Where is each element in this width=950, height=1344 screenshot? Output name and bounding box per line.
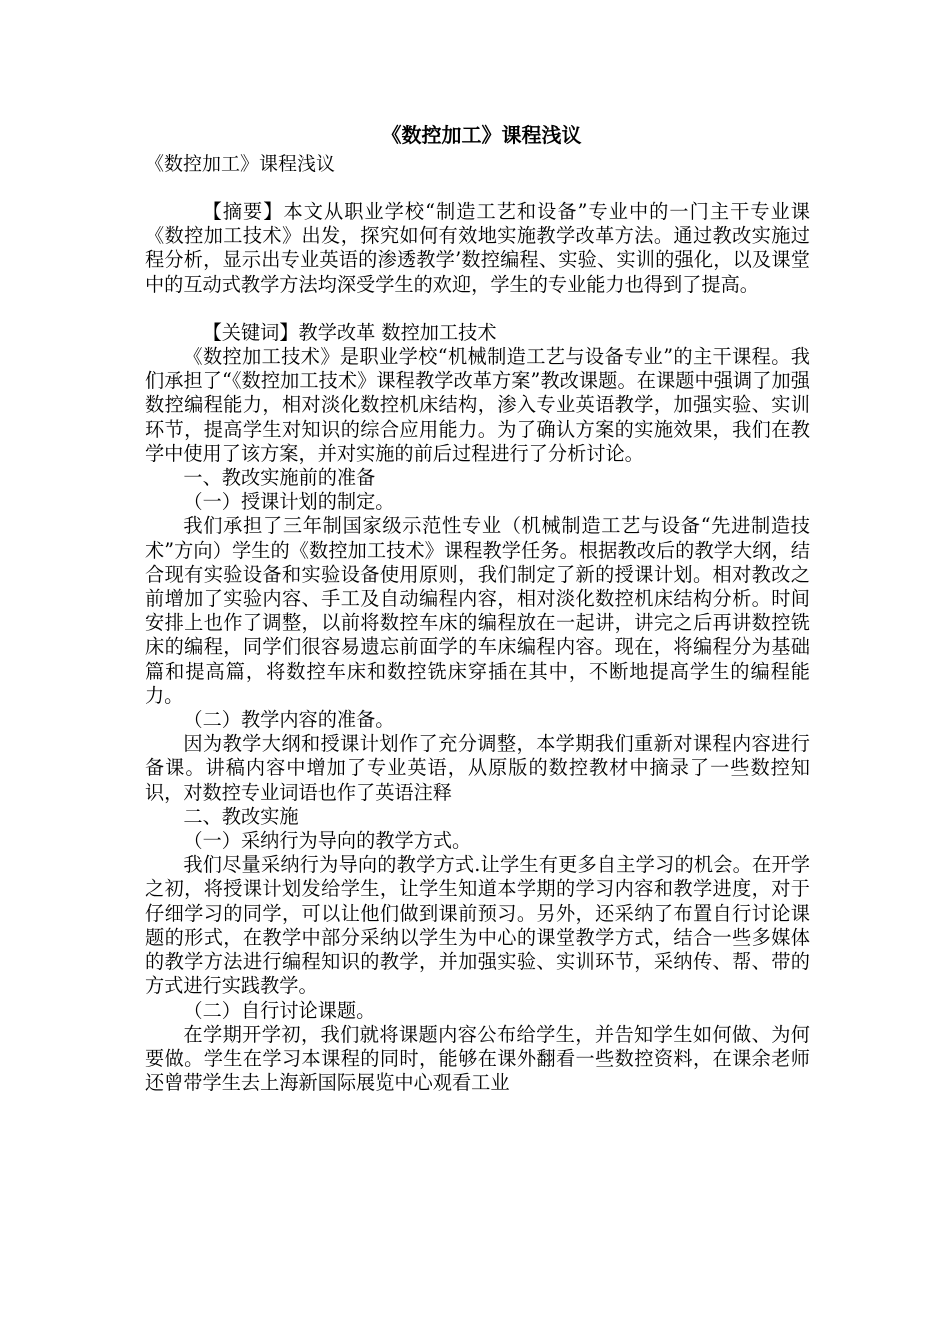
subsection-heading: （一）授课计划的制定。 bbox=[183, 490, 395, 514]
abstract-paragraph: 【摘要】本文从职业学校“制造工艺和设备”专业中的一门主干专业课《数控加工技术》出发，探究如何有效地实施教学改革方法。通过教改实施过程分析，显示出专业英语的渗透教学’数控编程、实验、实训的强化，以及课堂中的互动式教学方法均深受学生的欢迎，学生的专业能力也得到了提高。 bbox=[145, 200, 810, 296]
body-paragraph: 我们尽量采纳行为导向的教学方式.让学生有更多自主学习的机会。在开学之初，将授课计划发给学生，让学生知道本学期的学习内容和教学进度，对于仔细学习的同学，可以让他们做到课前预习。另外，还采纳了布置自行讨论课题的形式，在教学中部分采纳以学生为中心的课堂教学方式，结合一些多媒体的教学方法进行编程知识的教学，并加强实验、实训环节，采纳传、帮、带的方式进行实践教学。 bbox=[145, 853, 810, 998]
section-heading: 一、教改实施前的准备 bbox=[183, 466, 376, 490]
body-paragraph: 我们承担了三年制国家级示范性专业（机械制造工艺与设备“先进制造技术”方向）学生的《数控加工技术》课程教学任务。根据教改后的教学大纲，结合现有实验设备和实验设备使用原则，我们制定了新的授课计划。相对教改之前增加了实验内容、手工及自动编程内容，相对淡化数控机床结构分析。时间安排上也作了调整，以前将数控车床的编程放在一起讲，讲完之后再讲数控铣床的编程，同学们很容易遗忘前面学的车床编程内容。现在，将编程分为基础篇和提高篇，将数控车床和数控铣床穿插在其中，不断地提高学生的编程能力。 bbox=[145, 514, 810, 707]
document-subtitle: 《数控加工》课程浅议 bbox=[145, 153, 336, 175]
body-paragraph: 因为教学大纲和授课计划作了充分调整，本学期我们重新对课程内容进行备课。讲稿内容中增加了专业英语，从原版的数控教材中摘录了一些数控知识，对数控专业词语也作了英语注释 bbox=[145, 732, 810, 804]
subsection-heading: （一）采纳行为导向的教学方式。 bbox=[183, 829, 472, 853]
section-heading: 二、教改实施 bbox=[183, 804, 299, 828]
body-paragraph: 《数控加工技术》是职业学校“机械制造工艺与设备专业”的主干课程。我们承担了“《数控加工技术》课程教学改革方案”教改课题。在课题中强调了加强数控编程能力，相对淡化数控机床结构，渗入专业英语教学，加强实验、实训环节，提高学生对知识的综合应用能力。为了确认方案的实施效果，我们在教学中使用了该方案，并对实施的前后过程进行了分析讨论。 bbox=[145, 345, 810, 465]
subsection-heading: （二）自行讨论课题。 bbox=[183, 998, 376, 1022]
body-paragraph: 在学期开学初，我们就将课题内容公布给学生，并告知学生如何做、为何要做。学生在学习本课程的同时，能够在课外翻看一些数控资料，在课余老师还曾带学生去上海新国际展览中心观看工业 bbox=[145, 1022, 810, 1095]
keywords-line: 【关键词】教学改革 数控加工技术 bbox=[202, 320, 497, 344]
document-page bbox=[145, 118, 810, 1095]
subsection-heading: （二）教学内容的准备。 bbox=[183, 708, 395, 732]
document-title: 《数控加工》课程浅议 bbox=[381, 123, 582, 147]
